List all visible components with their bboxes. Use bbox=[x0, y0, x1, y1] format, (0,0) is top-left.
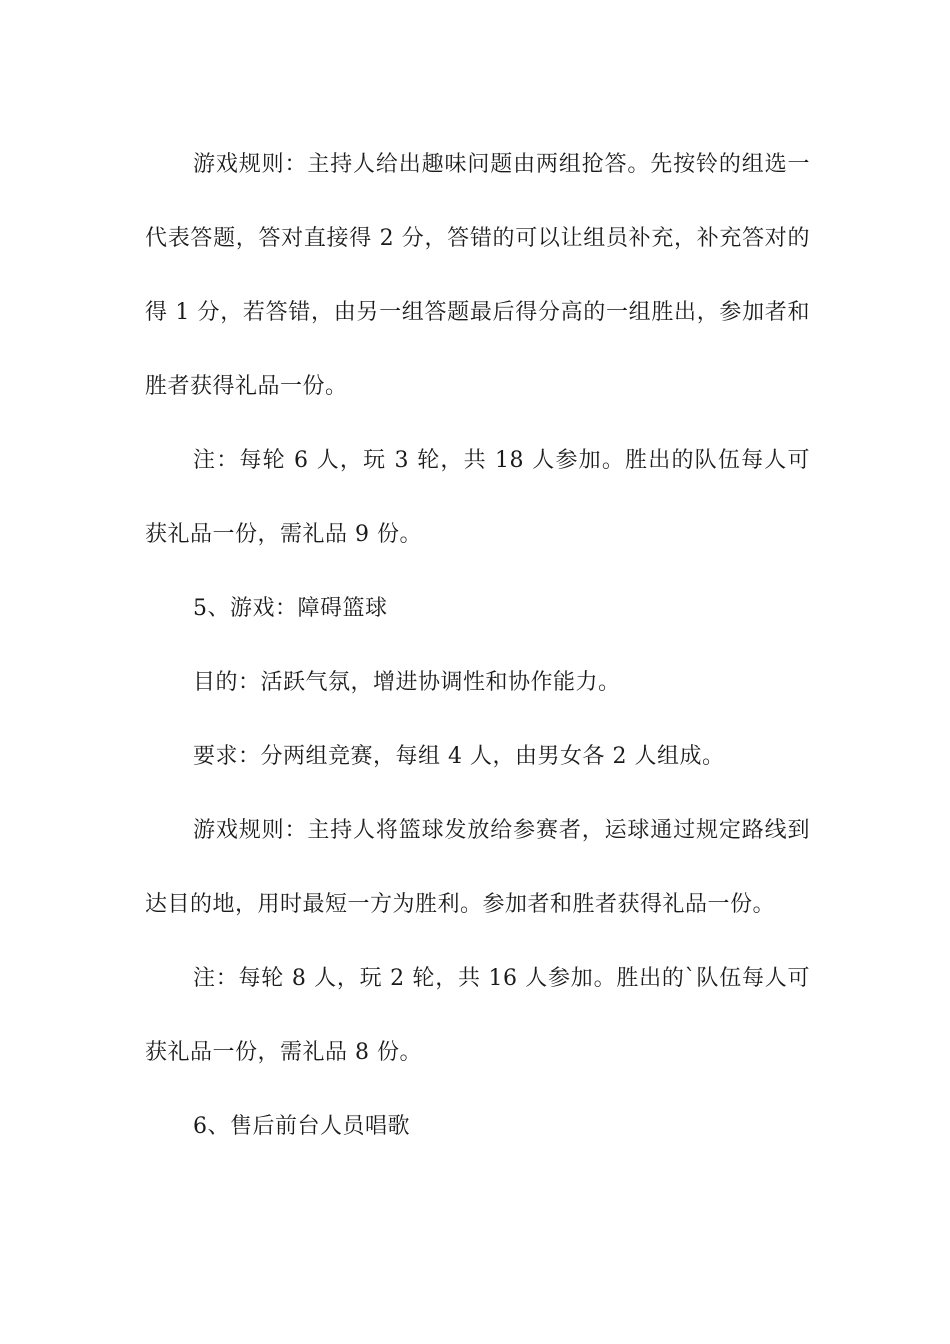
section-heading-basketball: 5、游戏：障碍篮球 bbox=[193, 596, 388, 621]
paragraph-quiz-note: 注：每轮 6 人，玩 3 轮，共 18 人参加。胜出的队伍每人可获礼品一份，需礼品 9 份。 bbox=[145, 448, 810, 547]
paragraph-basketball-rules: 游戏规则：主持人将篮球发放给参赛者，运球通过规定路线到达目的地，用时最短一方为胜利。参加者和胜者获得礼品一份。 bbox=[145, 818, 810, 917]
paragraph-basketball-purpose: 目的：活跃气氛，增进协调性和协作能力。 bbox=[193, 670, 621, 695]
paragraph-quiz-rules: 游戏规则：主持人给出趣味问题由两组抢答。先按铃的组选一代表答题，答对直接得 2 分，答错的可以让组员补充，补充答对的得 1 分，若答错，由另一组答题最后得分高的一组胜出，参加者和胜者获得礼品一份。 bbox=[145, 152, 810, 399]
section-heading-singing: 6、售后前台人员唱歌 bbox=[193, 1114, 410, 1139]
paragraph-basketball-note: 注：每轮 8 人，玩 2 轮，共 16 人参加。胜出的`队伍每人可获礼品一份，需礼品 8 份。 bbox=[145, 966, 810, 1065]
paragraph-basketball-requirements: 要求：分两组竞赛，每组 4 人，由男女各 2 人组成。 bbox=[193, 744, 725, 769]
document-body bbox=[145, 128, 810, 1164]
